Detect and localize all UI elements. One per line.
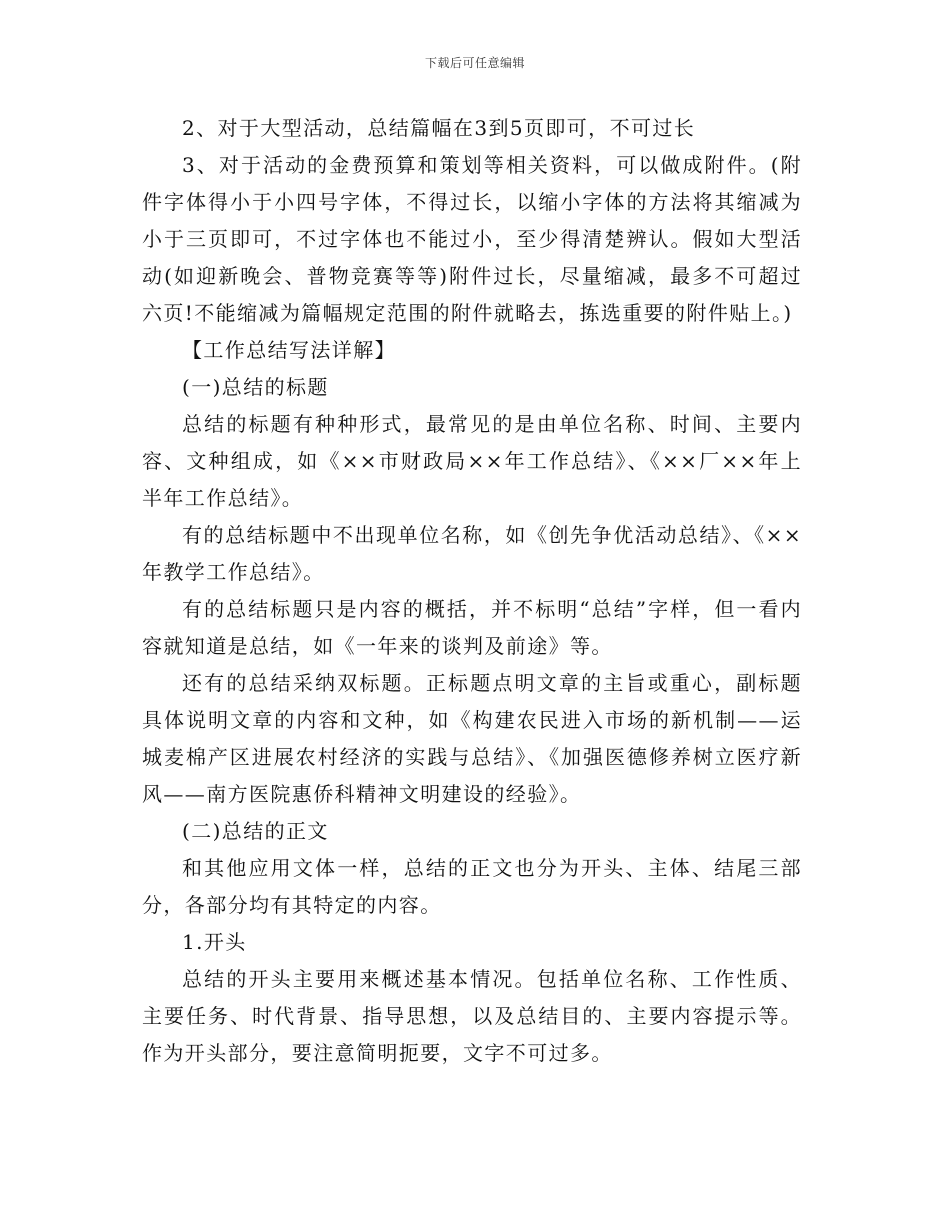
page-header: 下载后可任意编辑: [424, 56, 525, 70]
section-title: 【工作总结写法详解】: [182, 338, 396, 362]
paragraph-content-summary: 有的总结标题只是内容的概括，并不标明“总结”字样，但一看内容就知道是总结，如《一年来的谈判及前途》等。: [142, 597, 802, 658]
paragraph-body-parts: 和其他应用文体一样，总结的正文也分为开头、主体、结尾三部分，各部分均有其特定的内容。: [142, 856, 802, 917]
document-body: [142, 110, 802, 1072]
paragraph-opening: 总结的开头主要用来概述基本情况。包括单位名称、工作性质、主要任务、时代背景、指导思想，以及总结目的、主要内容提示等。作为开头部分，要注意简明扼要，文字不可过多。: [142, 967, 802, 1065]
paragraph-no-unit-name: 有的总结标题中不出现单位名称，如《创先争优活动总结》、《××年教学工作总结》。: [142, 523, 802, 584]
subheading-title: (一)总结的标题: [182, 375, 329, 399]
paragraph-double-title: 还有的总结采纳双标题。正标题点明文章的主旨或重心，副标题具体说明文章的内容和文种，如《构建农民进入市场的新机制——运城麦棉产区进展农村经济的实践与总结》、《加强医德修养树立医疗新风——南方医院惠侨科精神文明建设的经验》。: [142, 671, 802, 806]
paragraph-title-forms: 总结的标题有种种形式，最常见的是由单位名称、时间、主要内容、文种组成，如《××市财政局××年工作总结》、《××厂××年上半年工作总结》。: [142, 412, 802, 510]
list-item-3: 3、对于活动的金费预算和策划等相关资料，可以做成附件。(附件字体得小于小四号字体，不得过长，以缩小字体的方法将其缩减为小于三页即可，不过字体也不能过小，至少得清楚辨认。假如大型活动(如迎新晚会、普物竞赛等等)附件过长，尽量缩减，最多不可超过六页!不能缩减为篇幅规定范围的附件就略去，拣选重要的附件贴上。): [142, 153, 802, 325]
subheading-body: (二)总结的正文: [182, 819, 329, 843]
subheading-opening: 1.开头: [182, 930, 247, 954]
list-item-2: 2、对于大型活动，总结篇幅在3到5页即可，不可过长: [182, 116, 696, 140]
